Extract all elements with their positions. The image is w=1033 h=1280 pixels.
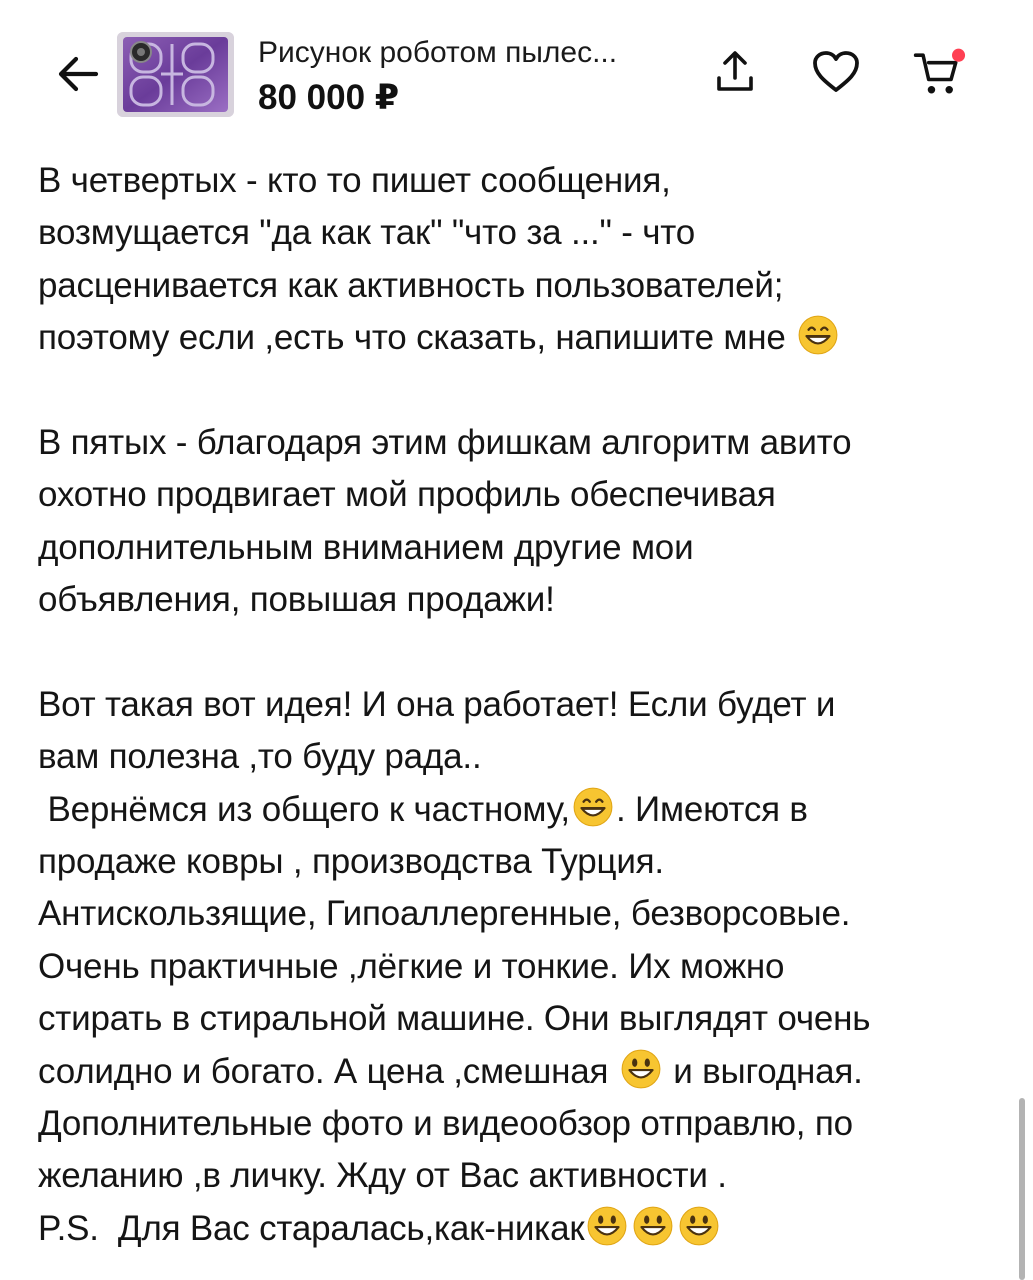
text-segment: солидно и богато. А цена ,смешная (38, 1051, 609, 1091)
text-line (38, 1203, 998, 1255)
top-bar (0, 0, 1033, 140)
listing-title[interactable]: Рисунок роботом пылес... (258, 36, 618, 69)
smile-emoji-icon (620, 1048, 662, 1090)
grin-emoji-icon (797, 314, 839, 356)
text-line: охотно продвигает мой профиль обеспечивая (38, 475, 776, 515)
share-icon (713, 48, 757, 96)
text-line (38, 784, 998, 836)
text-line: Антискользящие, Гипоаллергенные, безворсовые. (38, 894, 851, 934)
text-segment: Вернёмся из общего к частному, (38, 789, 570, 829)
text-line: объявления, повышая продажи! (38, 580, 555, 620)
smile-emoji-icon (586, 1205, 628, 1247)
text-line: В четвертых - кто то пишет сообщения, (38, 161, 671, 200)
smile-emoji-icon (678, 1205, 720, 1247)
heart-icon (811, 49, 861, 95)
text-line: возмущается "да как так" "что за ..." - что (38, 213, 695, 253)
text-segment: P.S. Для Вас старалась,как-никак (38, 1208, 585, 1248)
rug-image (117, 32, 234, 117)
back-button[interactable] (50, 46, 106, 102)
text-segment: и выгодная. (673, 1051, 863, 1091)
listing-description (38, 155, 998, 1255)
text-line: стирать в стиральной машине. Они выглядят очень (38, 999, 871, 1039)
text-line: желанию ,в личку. Жду от Вас активности . (38, 1156, 727, 1196)
grin-emoji-icon (572, 786, 614, 828)
text-line: вам полезна ,то буду рада.. (38, 737, 482, 777)
cart-button[interactable] (910, 44, 966, 100)
text-line: продаже ковры , производства Турция. (38, 842, 664, 882)
text-line (38, 1046, 998, 1098)
arrow-left-icon (56, 54, 100, 94)
text-line (38, 312, 998, 364)
scrollbar[interactable] (1019, 1098, 1025, 1280)
text-segment: поэтому если ,есть что сказать, напишите мне (38, 318, 786, 358)
text-line: дополнительным вниманием другие мои (38, 527, 694, 567)
text-line: Очень практичные ,лёгкие и тонкие. Их можно (38, 946, 785, 986)
favorite-button[interactable] (808, 44, 864, 100)
smile-emoji-icon (632, 1205, 674, 1247)
text-segment: . Имеются в (615, 789, 808, 829)
cart-notification-dot (952, 49, 965, 62)
share-button[interactable] (707, 44, 763, 100)
listing-thumbnail[interactable] (117, 32, 234, 117)
text-line: Дополнительные фото и видеообзор отправлю, по (38, 1104, 853, 1144)
text-line: В пятых - благодаря этим фишкам алгоритм авито (38, 422, 852, 462)
text-line: Вот такая вот идея! И она работает! Если будет и (38, 684, 836, 724)
cart-icon (910, 44, 966, 100)
listing-price: 80 000 ₽ (258, 78, 400, 117)
text-line: расценивается как активность пользователей; (38, 265, 784, 305)
